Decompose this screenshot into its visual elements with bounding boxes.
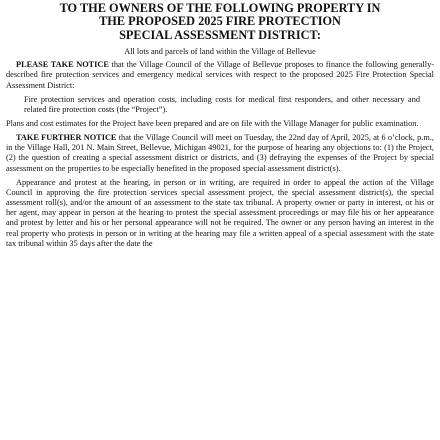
take-further-notice-lead: TAKE FURTHER NOTICE: [16, 133, 117, 143]
paragraph-3-body: that the Village Council will meet on Tuesday, the 22nd day of April, 2025, at 6 o’clock, p.m., in the Village Hall, 201 N. Main Street, Bellevue, Michigan 49021, for the purpose of hearing any objections to: (1) the Project, (2) the question of creating a special assessment district or districts, and (3) defraying the expenses of the Project by special assessment on the properties to be especially benefited in the proposed special assessment district(s).: [6, 133, 434, 173]
notice-paragraph-3: [6, 133, 434, 174]
notice-subtitle: All lots and parcels of land within the Village of Bellevue: [124, 47, 316, 57]
notice-paragraph-4: Appearance and protest at the hearing, in person or in writing, are required in order to appeal the action of the Village Council in approving the fire protection services special assessment project, the special assessment district(s), the special assessment roll(s), and/or the amount of an assessment to the state tax tribunal. A property owner or party in interest, or his or her agent, may appear in person at the hearing to protest the special assessment proceedings or may file his or her appearance and protest by letter and his or her personal appearance will not be required. The owner or any person having an interest in the real property who protests in person or in writing at the hearing may file a written appeal of a special assessment with the state tax tribunal within 35 days after the date the: [6, 177, 434, 248]
title-line: TO THE OWNERS OF THE FOLLOWING PROPERTY IN: [59, 1, 381, 15]
notice-title: [6, 2, 434, 42]
title-line: SPECIAL ASSESSMENT DISTRICT:: [119, 27, 321, 42]
paragraph-1-body: that the Village Council of the Village of Bellevue proposes to finance the following generally-described fire protection services and emergency medical services with respect to the proposed 2025 Fire Protection Special Assessment District:: [6, 60, 434, 90]
notice-paragraph-1: [6, 60, 434, 90]
title-line: THE PROPOSED 2025 FIRE PROTECTION: [99, 14, 341, 29]
please-take-notice-lead: PLEASE TAKE NOTICE: [16, 60, 109, 70]
notice-paragraph-2: Plans and cost estimates for the Project have been prepared and are on file with the Village Manager for public examination.: [6, 119, 419, 128]
project-description: Fire protection services and operation costs, including costs for medical first responders, and other necessary and related fire protection costs (the “Project”).: [24, 94, 420, 114]
